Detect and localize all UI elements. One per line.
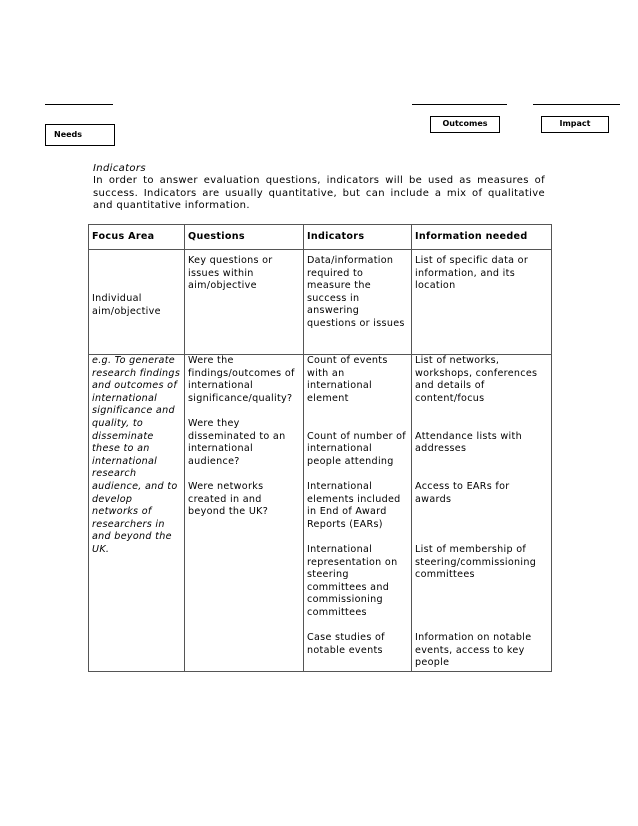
needs-box bbox=[45, 124, 115, 146]
table-row bbox=[89, 355, 552, 672]
table-header-row bbox=[89, 225, 552, 250]
cell-focus-area-example: e.g. To generate research findings and outcomes of international significance and quality, to disseminate these to an international research audience, and to develop networks of researchers in and beyond the UK. bbox=[89, 355, 185, 672]
outcomes-box bbox=[430, 116, 500, 133]
needs-label: Needs bbox=[54, 130, 83, 139]
header-information-needed: Information needed bbox=[412, 225, 552, 250]
indicator-item: Count of number of international people attending bbox=[307, 430, 406, 467]
info-item: Access to EARs for awards bbox=[415, 480, 510, 505]
cell-indicators: Data/information required to measure the success in answering questions or issues bbox=[304, 250, 412, 355]
cell-questions: Key questions or issues within aim/objective bbox=[185, 250, 304, 355]
info-item: List of membership of steering/commissioning committees bbox=[415, 543, 537, 581]
indicator-item: Case studies of notable events bbox=[307, 632, 385, 656]
indicator-item: International representation on steering committees and commissioning committees bbox=[307, 543, 398, 618]
indicators-intro bbox=[93, 163, 545, 213]
header-focus-area: Focus Area bbox=[89, 225, 185, 250]
question-item: Were they disseminated to an international audience? bbox=[188, 417, 286, 467]
cell-indicators-example bbox=[304, 355, 412, 672]
header-indicators: Indicators bbox=[304, 225, 412, 250]
cell-questions-example bbox=[185, 355, 304, 672]
outcomes-label: Outcomes bbox=[442, 119, 488, 128]
question-item: Were the findings/outcomes of international significance/quality? bbox=[188, 355, 295, 404]
impact-box bbox=[541, 116, 609, 133]
header-line-middle bbox=[412, 104, 507, 105]
header-line-right bbox=[533, 104, 620, 105]
cell-information-needed-example bbox=[412, 355, 552, 672]
header-line-left bbox=[45, 104, 113, 105]
indicators-table bbox=[88, 224, 552, 672]
info-item: Information on notable events, access to key people bbox=[415, 632, 532, 669]
impact-label: Impact bbox=[559, 119, 591, 128]
info-item: List of networks, workshops, conferences and details of content/focus bbox=[415, 355, 538, 404]
indicators-heading: Indicators bbox=[93, 163, 146, 174]
header-questions: Questions bbox=[185, 225, 304, 250]
indicator-item: International elements included in End of Award Reports (EARs) bbox=[307, 480, 401, 530]
question-item: Were networks created in and beyond the UK? bbox=[188, 480, 269, 518]
info-item: Attendance lists with addresses bbox=[415, 430, 522, 455]
cell-focus-area: Individual aim/objective bbox=[89, 250, 185, 355]
cell-information-needed: List of specific data or information, and its location bbox=[412, 250, 552, 355]
indicator-item: Count of events with an international element bbox=[307, 355, 388, 404]
indicators-paragraph: In order to answer evaluation questions, indicators will be used as measures of success. Indicators are usually quantitative, but can include a mix of qualitative and quantitative information. bbox=[93, 175, 545, 212]
table-row bbox=[89, 250, 552, 355]
